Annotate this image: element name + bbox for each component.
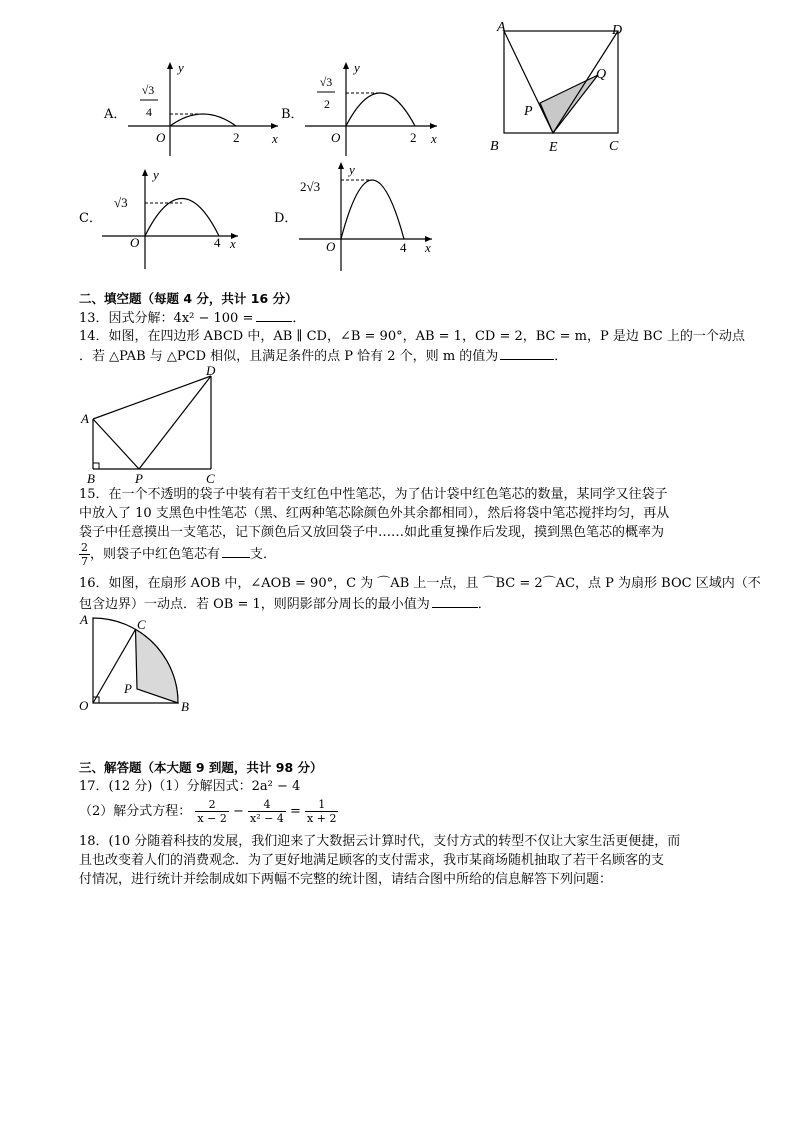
point-p-label: P bbox=[524, 104, 533, 119]
option-d-y-axis-label: y bbox=[349, 162, 355, 177]
option-a-x-axis-label: x bbox=[272, 131, 278, 146]
q15-line-4 bbox=[79, 541, 276, 569]
q17-equals: = bbox=[290, 804, 301, 819]
option-b-y-axis-label: y bbox=[354, 60, 360, 75]
option-b-graph bbox=[297, 58, 447, 158]
q17-minus: − bbox=[232, 804, 244, 819]
section-3-heading: 三、解答题（本大题 9 到题，共计 98 分） bbox=[79, 760, 323, 775]
q15-line-2: 中放入了 10 支黑色中性笔芯（黑、红两种笔芯除颜色外其余都相同），然后将袋中笔芯搅拌均匀，再从 bbox=[79, 506, 670, 521]
point-b-label: B bbox=[490, 139, 499, 154]
q17-fraction-2: $\frac{4}{\text{x² − 4}}$ bbox=[250, 798, 284, 825]
q14-label-a: A bbox=[81, 411, 89, 426]
option-d-x-end-label: 4 bbox=[400, 240, 407, 255]
point-a-label: A bbox=[497, 20, 506, 35]
point-e-label: E bbox=[549, 140, 558, 155]
q16-line-2: 包含边界）一动点．若 OB = 1，则阴影部分周长的最小值为 ． bbox=[79, 597, 491, 612]
option-c-x-axis-label: x bbox=[230, 236, 236, 251]
option-c-x-end-label: 4 bbox=[214, 235, 221, 250]
option-c-graph bbox=[98, 165, 248, 270]
option-d-origin-label: O bbox=[326, 239, 336, 254]
q15-fraction: $\frac{2}{7}$ bbox=[81, 541, 88, 568]
point-q-label: Q bbox=[596, 67, 607, 82]
option-c-label: C． bbox=[79, 211, 102, 226]
q14-line-1: 14．如图，在四边形 ABCD 中，AB ∥ CD，∠B = 90°，AB = 1，CD = 2，BC = m，P 是边 BC 上的一个动点 bbox=[79, 329, 745, 344]
q17-fraction-3: $\frac{1}{x + 2}$ bbox=[307, 798, 337, 825]
option-b-x-axis-label: x bbox=[431, 131, 437, 146]
option-d-x-axis-label: x bbox=[425, 240, 431, 255]
section-2-heading: 二、填空题（每题 4 分，共计 16 分） bbox=[79, 291, 298, 306]
q14-label-d: D bbox=[206, 363, 216, 378]
option-c-y-axis-label: y bbox=[153, 167, 159, 182]
q14-label-p: P bbox=[135, 471, 143, 486]
q16-answer-blank bbox=[432, 595, 478, 608]
q15-answer-blank bbox=[222, 545, 250, 558]
option-c-ymax-label: √3 bbox=[114, 195, 128, 210]
square-figure bbox=[486, 18, 636, 158]
q18-line-3: 付情况，进行统计并绘制成如下两幅不完整的统计图，请结合图中所给的信息解答下列问题： bbox=[79, 872, 613, 887]
q14-line-2: ．若 △PAB 与 △PCD 相似，且满足条件的点 P 恰有 2 个，则 m 的值为 ． bbox=[79, 349, 568, 364]
q16-line-1: 16．如图，在扇形 AOB 中，∠AOB = 90°，C 为 ⌒AB 上一点，且 ⌒BC = 2⌒AC，点 P 为扇形 BOC 区域内（不 bbox=[79, 576, 761, 591]
q16-line-2-text: 包含边界）一动点．若 OB = 1，则阴影部分周长的最小值为 bbox=[79, 597, 430, 612]
q13-line: 13．因式分解：4x² − 100 = ． bbox=[79, 311, 306, 326]
option-c-origin-label: O bbox=[130, 235, 140, 250]
option-a-y-axis-label: y bbox=[178, 60, 184, 75]
option-d-ymax-label: 2√3 bbox=[300, 179, 321, 194]
option-a-ymax-num: √3 bbox=[141, 83, 155, 97]
q15-line-3: 袋子中任意摸出一支笔芯，记下颜色后又放回袋子中……如此重复操作后发现，摸到黑色笔芯的概率为 bbox=[79, 525, 665, 540]
q16-label-a: A bbox=[80, 612, 88, 627]
option-b-ymax-num: √3 bbox=[319, 75, 333, 89]
q14-label-b: B bbox=[87, 471, 95, 486]
option-b-x-end-label: 2 bbox=[410, 130, 417, 145]
q15-line-1: 15．在一个不透明的袋子中装有若干支红色中性笔芯，为了估计袋中红色笔芯的数量，某同学又往袋子 bbox=[79, 487, 668, 502]
option-b-ymax-den: 2 bbox=[324, 97, 330, 111]
option-a-ymax-den: 4 bbox=[146, 105, 152, 119]
option-a-label: A． bbox=[104, 107, 127, 122]
q16-label-b: B bbox=[181, 699, 189, 714]
q14-answer-blank bbox=[500, 347, 554, 360]
point-d-label: D bbox=[612, 23, 623, 38]
option-a-origin-label: O bbox=[156, 130, 166, 145]
q17-fraction-1: $\frac{2}{x - 2}$ bbox=[197, 798, 227, 825]
option-b-label: B． bbox=[281, 107, 304, 122]
point-c-label: C bbox=[609, 139, 619, 154]
q16-figure bbox=[76, 612, 201, 717]
q14-figure bbox=[78, 362, 228, 486]
option-a-x-end-label: 2 bbox=[233, 130, 240, 145]
q18-line-1: 18．(10 分随着科技的发展，我们迎来了大数据云计算时代，支付方式的转型不仅让大家生活更便捷，而 bbox=[79, 834, 681, 849]
option-d-label: D． bbox=[274, 211, 298, 226]
q14-label-c: C bbox=[206, 471, 215, 486]
q14-line-2-text: ．若 △PAB 与 △PCD 相似，且满足条件的点 P 恰有 2 个，则 m 的值为 bbox=[79, 349, 499, 364]
option-a-graph bbox=[120, 58, 290, 158]
q15-line-4-text: ，则袋子中红色笔芯有 bbox=[90, 547, 221, 562]
q16-label-c: C bbox=[137, 617, 146, 632]
option-b-origin-label: O bbox=[331, 130, 341, 145]
option-d-graph bbox=[296, 160, 446, 272]
q18-line-2: 且也改变着人们的消费观念．为了更好地满足顾客的支付需求，我市某商场随机抽取了若干名顾客的支 bbox=[79, 853, 665, 868]
q17-part-2 bbox=[79, 797, 338, 827]
q17-part-2-label: （2）解分式方程： bbox=[79, 804, 192, 819]
q13-text: 13．因式分解：4x² − 100 = bbox=[79, 311, 254, 326]
q15-line-4-end: 支． bbox=[250, 547, 277, 562]
q16-label-p: P bbox=[124, 681, 132, 696]
q17-part-1: 17．(12 分)（1）分解因式：2a² − 4 bbox=[79, 779, 301, 794]
q16-label-o: O bbox=[79, 698, 89, 713]
q13-answer-blank bbox=[256, 309, 292, 322]
